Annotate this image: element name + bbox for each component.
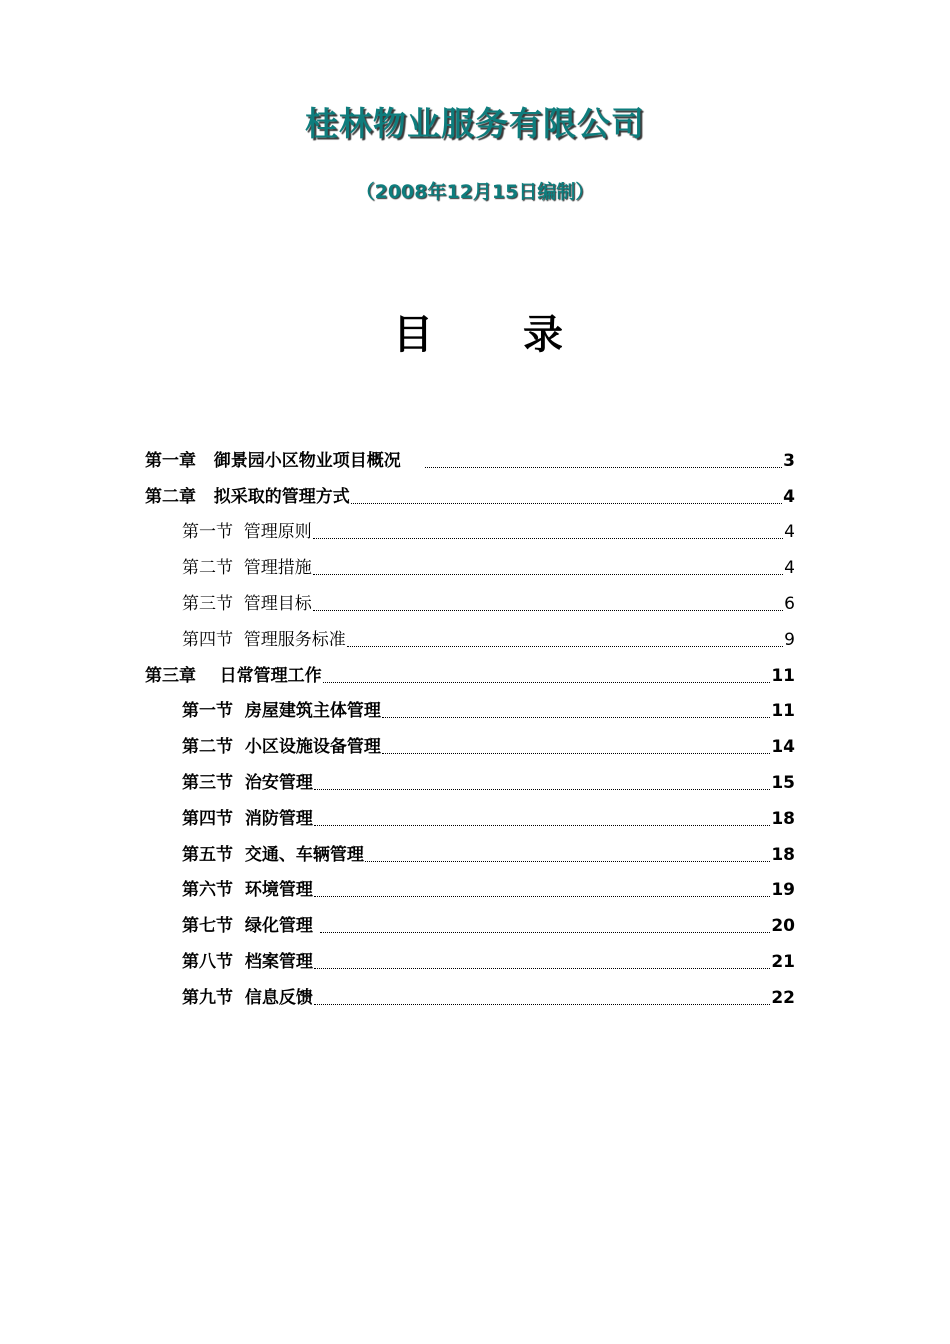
toc-entry-page: 11 — [771, 665, 795, 686]
toc-entry-label: 第五节 交通、车辆管理 — [182, 844, 364, 865]
toc-entry-16[interactable] — [145, 979, 795, 1015]
toc-entry-page: 9 — [784, 629, 795, 650]
toc-entry-label: 第七节 绿化管理 — [182, 916, 319, 937]
toc-leader-dots — [314, 1003, 770, 1005]
toc-leader-dots — [425, 466, 782, 468]
toc-entry-page: 20 — [771, 916, 795, 937]
toc-leader-dots — [320, 931, 771, 933]
toc-entry-label: 第一章 御景园小区物业项目概况 — [145, 450, 425, 471]
toc-entry-label: 第一节 房屋建筑主体管理 — [182, 701, 381, 722]
toc-entry-4[interactable] — [145, 549, 795, 585]
toc-entry-1[interactable] — [145, 442, 795, 478]
toc-entry-page: 15 — [771, 772, 795, 793]
toc-entry-10[interactable] — [145, 764, 795, 800]
toc-entry-label: 第四节 消防管理 — [182, 808, 313, 829]
toc-entry-page: 4 — [783, 486, 795, 507]
toc-leader-dots — [313, 609, 783, 611]
toc-entry-page: 21 — [771, 951, 795, 972]
toc-leader-dots — [313, 537, 783, 539]
toc-entry-7[interactable] — [145, 657, 795, 693]
toc-leader-dots — [323, 681, 771, 683]
toc-entry-6[interactable] — [145, 621, 795, 657]
toc-entry-page: 4 — [784, 522, 795, 543]
toc-entry-label: 第二章 拟采取的管理方式 — [145, 486, 350, 507]
toc-entry-page: 11 — [771, 701, 795, 722]
toc-heading-right: 录 — [523, 312, 563, 358]
toc-leader-dots — [314, 788, 770, 790]
toc-entry-label: 第二节 小区设施设备管理 — [182, 737, 381, 758]
toc-entry-2[interactable] — [145, 478, 795, 514]
toc-leader-dots — [314, 895, 770, 897]
toc-leader-dots — [313, 573, 783, 575]
toc-entry-page: 18 — [771, 808, 795, 829]
toc-entry-page: 4 — [784, 558, 795, 579]
toc-entry-label: 第三章 日常管理工作 — [145, 665, 322, 686]
toc-entry-label: 第一节 管理原则 — [182, 522, 312, 543]
toc-leader-dots — [351, 502, 782, 504]
toc-entry-label: 第二节 管理措施 — [182, 558, 312, 579]
toc-entry-13[interactable] — [145, 872, 795, 908]
toc-entry-3[interactable] — [145, 514, 795, 550]
toc-leader-dots — [382, 752, 770, 754]
toc-entry-page: 18 — [771, 844, 795, 865]
toc-leader-dots — [314, 824, 770, 826]
toc-entry-label: 第八节 档案管理 — [182, 951, 313, 972]
toc-entry-label: 第三节 管理目标 — [182, 593, 312, 614]
toc-entry-page: 6 — [784, 593, 795, 614]
toc-leader-dots — [365, 860, 770, 862]
compile-date: （2008年12月15日编制） — [355, 181, 595, 203]
toc-entry-label: 第四节 管理服务标准 — [182, 629, 346, 650]
toc-entry-15[interactable] — [145, 943, 795, 979]
toc-entry-label: 第九节 信息反馈 — [182, 987, 313, 1008]
toc-leader-dots — [314, 967, 770, 969]
toc-entry-5[interactable] — [145, 585, 795, 621]
toc-entry-page: 14 — [771, 737, 795, 758]
toc-leader-dots — [347, 645, 783, 647]
toc-entry-14[interactable] — [145, 907, 795, 943]
toc-entry-12[interactable] — [145, 836, 795, 872]
toc-leader-dots — [382, 716, 770, 718]
company-title: 桂林物业服务有限公司 — [305, 104, 645, 143]
toc-entry-11[interactable] — [145, 800, 795, 836]
toc-entry-label: 第三节 治安管理 — [182, 772, 313, 793]
toc-entry-8[interactable] — [145, 693, 795, 729]
toc-entry-page: 3 — [783, 450, 795, 471]
table-of-contents — [145, 442, 795, 1015]
toc-entry-label: 第六节 环境管理 — [182, 880, 313, 901]
toc-entry-page: 22 — [771, 987, 795, 1008]
toc-entry-page: 19 — [771, 880, 795, 901]
toc-entry-9[interactable] — [145, 728, 795, 764]
toc-heading-left: 目 — [393, 312, 433, 358]
toc-heading — [393, 303, 563, 360]
